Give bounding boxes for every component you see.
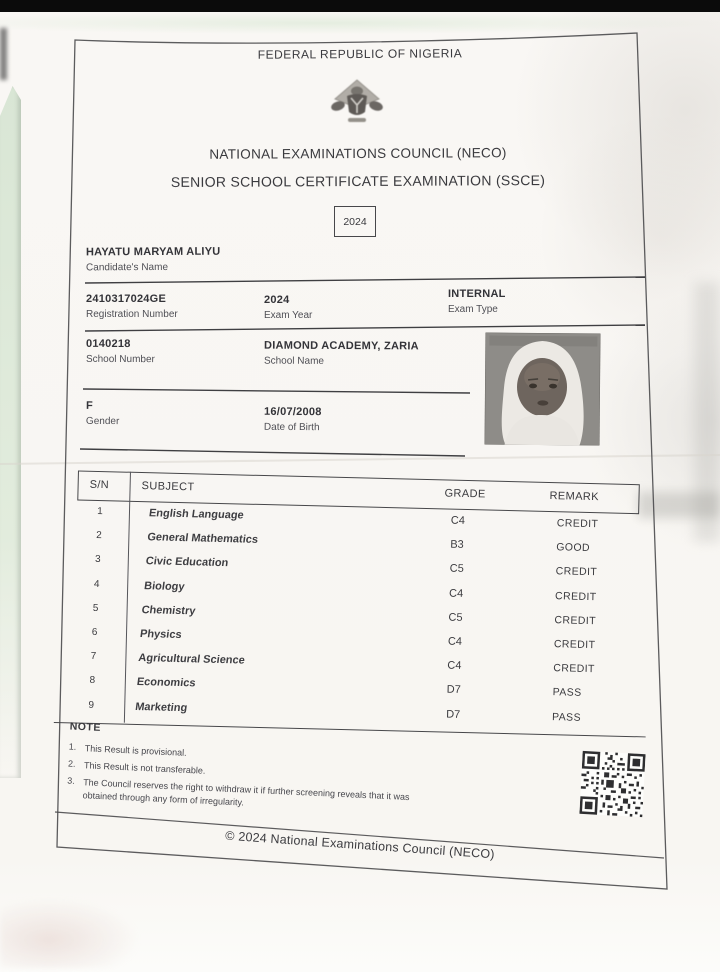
row-sn: 2 — [95, 530, 102, 542]
table-header-subject: SUBJECT — [141, 480, 195, 494]
table-header-sn: S/N — [89, 478, 110, 492]
row-subject: Chemistry — [141, 603, 197, 618]
council-name: NATIONAL EXAMINATIONS COUNCIL (NECO) — [209, 145, 507, 162]
row-remark: CREDIT — [556, 517, 599, 531]
exam-type-label: Exam Type — [448, 304, 498, 315]
candidate-name-value: HAYATU MARYAM ALIYU — [85, 245, 221, 259]
row-remark: CREDIT — [554, 613, 597, 627]
scanner-top-bar — [0, 0, 720, 12]
exam-title: SENIOR SCHOOL CERTIFICATE EXAMINATION (SSCE) — [170, 172, 546, 190]
row-grade: C4 — [450, 514, 466, 527]
qr-code — [579, 750, 645, 817]
candidate-photo — [485, 333, 601, 446]
school-number-value: 0140218 — [86, 337, 131, 351]
note-item-number: 1. — [68, 741, 77, 752]
school-number-label: School Number — [85, 353, 155, 366]
school-name-value: DIAMOND ACADEMY, ZARIA — [264, 339, 419, 353]
gender-label: Gender — [85, 415, 120, 428]
row-remark: GOOD — [556, 541, 591, 555]
row-grade: C4 — [447, 635, 463, 648]
row-subject: Economics — [135, 676, 197, 690]
row-remark: CREDIT — [553, 638, 596, 652]
registration-number-label: Registration Number — [86, 309, 178, 320]
row-grade: C5 — [449, 562, 464, 576]
gender-value: F — [86, 399, 94, 412]
scan-artifact-mark — [0, 28, 7, 80]
row-sn: 9 — [88, 699, 95, 711]
table-header-grade: GRADE — [444, 487, 486, 501]
scan-smudge-bottom-left — [0, 898, 140, 968]
row-grade: D7 — [446, 683, 461, 697]
exam-year-field — [264, 294, 312, 321]
nigeria-coat-of-arms-icon — [327, 78, 387, 130]
row-sn: 6 — [91, 626, 98, 638]
school-name-label: School Name — [263, 355, 325, 367]
row-remark: CREDIT — [554, 589, 597, 603]
exam-year-value: 2024 — [264, 294, 290, 306]
gender-field — [86, 400, 120, 427]
school-name-field — [264, 340, 419, 368]
exam-year-label: Exam Year — [264, 310, 313, 321]
row-subject: Civic Education — [144, 555, 229, 570]
exam-type-field — [448, 288, 506, 315]
exam-type-value: INTERNAL — [448, 288, 506, 300]
row-sn: 4 — [93, 578, 100, 590]
school-number-field — [86, 338, 155, 365]
row-sn: 5 — [92, 602, 99, 614]
date-of-birth-field — [264, 406, 322, 433]
row-subject: Physics — [139, 628, 183, 641]
note-item-text: The Council reserves the right to withdraw it if further screening reveals that it was obtained through any form of irregularity. — [82, 777, 410, 808]
footer-copyright: © 2024 National Examinations Council (NECO) — [224, 828, 496, 862]
row-remark: PASS — [551, 710, 582, 724]
row-remark: CREDIT — [553, 662, 595, 676]
row-sn: 1 — [97, 505, 103, 518]
row-subject: Marketing — [134, 700, 188, 714]
row-subject: General Mathematics — [146, 531, 259, 547]
row-sn: 8 — [89, 675, 96, 687]
country-title: FEDERAL REPUBLIC OF NIGERIA — [257, 46, 463, 62]
note-item-text: This Result is provisional. — [84, 743, 187, 758]
row-grade: C4 — [447, 659, 462, 673]
row-subject: English Language — [148, 507, 245, 522]
date-of-birth-label: Date of Birth — [263, 421, 320, 434]
note-item-number: 3. — [67, 775, 75, 786]
note-item-number: 2. — [67, 758, 76, 769]
note-item-text: This Result is not transferable. — [83, 760, 206, 776]
registration-number-value: 2410317024GE — [86, 293, 167, 305]
table-header-remark: REMARK — [549, 490, 600, 504]
row-subject: Biology — [142, 579, 185, 593]
scanner-edge-strip — [0, 86, 21, 778]
registration-number-field — [86, 293, 178, 320]
row-sn: 3 — [94, 554, 101, 566]
results-rows — [52, 501, 657, 733]
candidate-name-field — [86, 246, 221, 274]
row-remark: CREDIT — [555, 565, 598, 579]
row-grade: B3 — [450, 538, 464, 552]
note-title: NOTE — [69, 720, 102, 734]
exam-year-badge: 2024 — [334, 206, 376, 237]
candidate-name-label: Candidate's Name — [86, 261, 169, 274]
fold-crease-line — [0, 455, 720, 464]
row-grade: D7 — [446, 708, 461, 721]
date-of-birth-value: 16/07/2008 — [264, 405, 322, 419]
row-grade: C4 — [448, 587, 464, 600]
scan-green-tint — [0, 12, 720, 34]
row-sn: 7 — [90, 650, 97, 663]
results-table — [52, 470, 658, 747]
row-grade: C5 — [448, 611, 463, 624]
row-remark: PASS — [552, 686, 582, 700]
row-subject: Agricultural Science — [137, 652, 246, 667]
